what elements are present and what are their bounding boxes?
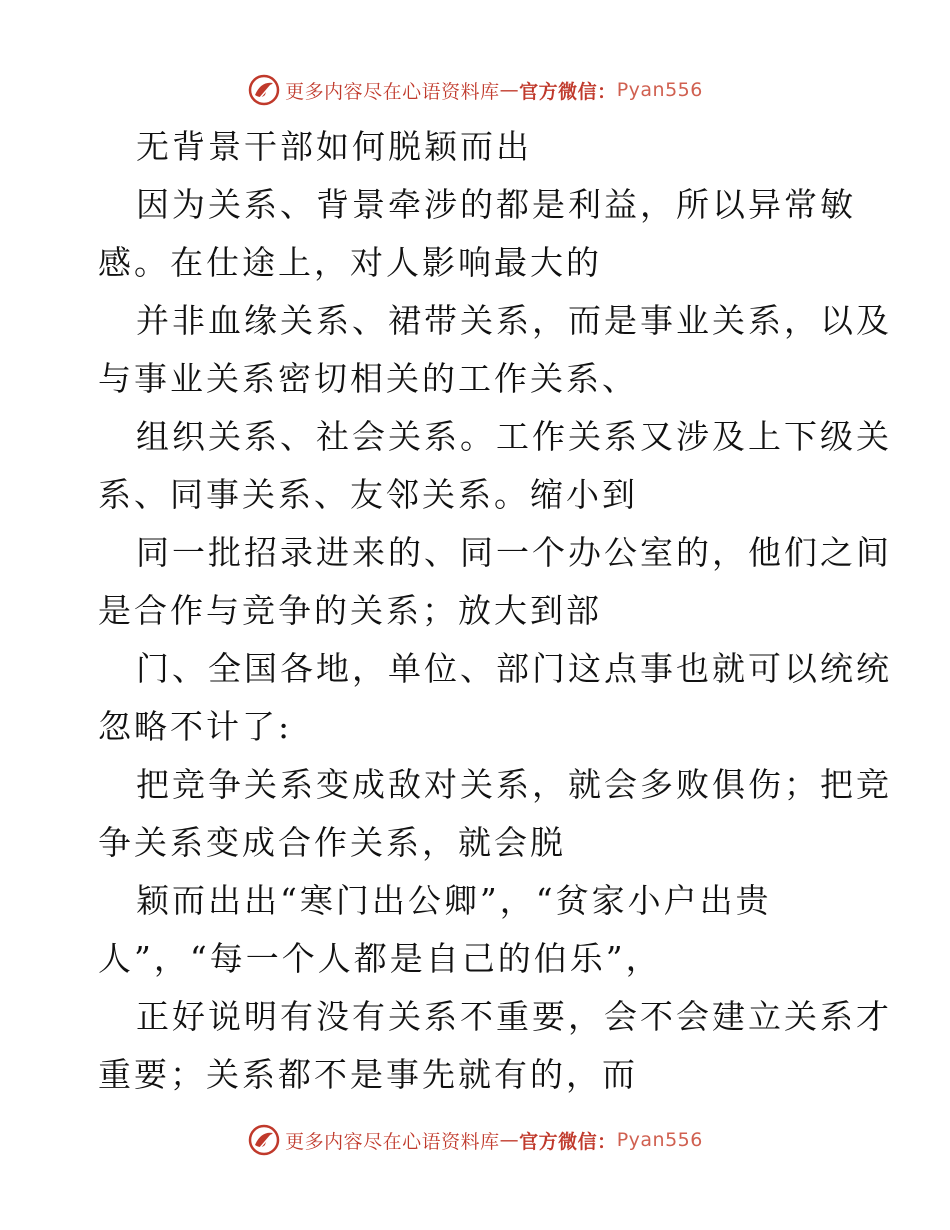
paragraph-8 <box>98 988 892 1104</box>
paragraph-line: 忽略不计了: <box>98 707 293 746</box>
paragraph-line: 重要；关系都不是事先就有的，而 <box>98 1055 638 1094</box>
paragraph-4 <box>98 524 892 640</box>
paragraph-2 <box>98 292 892 408</box>
paragraph-line: 感。在仕途上，对人影响最大的 <box>98 243 602 282</box>
watermark-banner-top <box>0 70 950 110</box>
paragraph-5 <box>98 640 892 756</box>
watermark-label: 官方微信： <box>519 80 617 103</box>
brand-logo-icon <box>247 1123 281 1157</box>
watermark-id: Pyan556 <box>616 1129 703 1151</box>
paragraph-line: 同一批招录进来的、同一个办公室的，他们之间 <box>136 533 892 572</box>
paragraph-7 <box>98 872 858 988</box>
brand-logo-icon <box>247 73 281 107</box>
paragraph-line: 因为关系、背景牵涉的都是利益，所以异常敏 <box>136 185 856 224</box>
paragraph-line: 把竞争关系变成敌对关系，就会多败俱伤；把竞 <box>136 765 892 804</box>
paragraph-line: 是合作与竞争的关系；放大到部 <box>98 591 602 630</box>
watermark-text: 更多内容尽在心语资料库 <box>285 1130 500 1153</box>
paragraph-line: 门、全国各地，单位、部门这点事也就可以统统 <box>136 649 892 688</box>
paragraph-line: 人”，“每一个人都是自己的伯乐”， <box>98 939 662 978</box>
paragraph-line: 系、同事关系、友邻关系。缩小到 <box>98 475 638 514</box>
paragraph-line: 与事业关系密切相关的工作关系、 <box>98 359 638 398</box>
paragraph-line: 颖而出出“寒门出公卿”，“贫家小户出贵 <box>136 881 772 920</box>
watermark-dash: — <box>499 1129 520 1151</box>
watermark-dash: — <box>499 79 520 101</box>
paragraph-line: 争关系变成合作关系，就会脱 <box>98 823 566 862</box>
paragraph-3 <box>98 408 892 524</box>
paragraph-6 <box>98 756 892 872</box>
paragraph-line: 组织关系、社会关系。工作关系又涉及上下级关 <box>136 417 892 456</box>
paragraph-line: 正好说明有没有关系不重要，会不会建立关系才 <box>136 997 892 1036</box>
document-title <box>98 118 858 176</box>
title-line: 无背景干部如何脱颖而出 <box>136 127 532 166</box>
watermark-banner-bottom <box>0 1120 950 1160</box>
paragraph-1 <box>98 176 858 292</box>
watermark-id: Pyan556 <box>616 79 703 101</box>
document-body <box>98 118 892 1104</box>
watermark-label: 官方微信： <box>519 1130 617 1153</box>
watermark-text: 更多内容尽在心语资料库 <box>285 80 500 103</box>
paragraph-line: 并非血缘关系、裙带关系，而是事业关系，以及 <box>136 301 892 340</box>
